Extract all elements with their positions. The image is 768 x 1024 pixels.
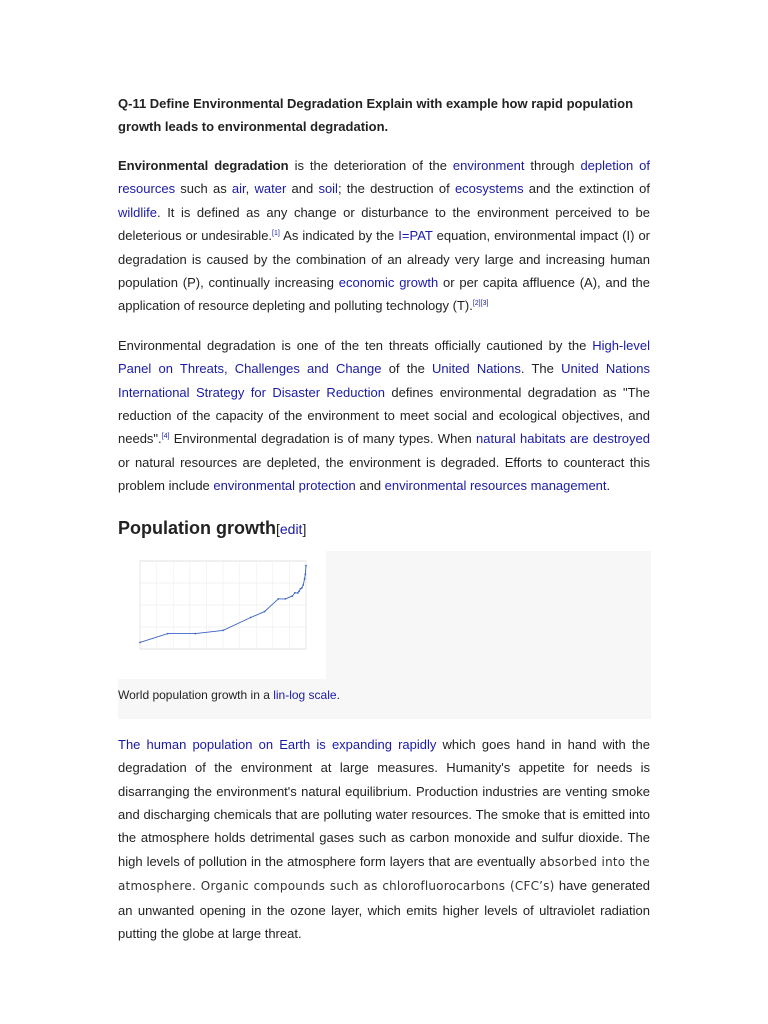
- data-point: [302, 584, 304, 586]
- link-environment[interactable]: environment: [452, 158, 525, 173]
- reference-2-3[interactable]: [2][3]: [472, 300, 489, 308]
- link-ipat[interactable]: I=PAT: [398, 228, 433, 244]
- link-economic-growth[interactable]: economic growth: [338, 275, 439, 291]
- reference-4[interactable]: [4]: [161, 433, 170, 441]
- text: through: [524, 158, 581, 173]
- data-point: [304, 578, 306, 580]
- data-point: [139, 641, 141, 643]
- data-point: [222, 629, 224, 631]
- text: Environmental degradation is of many types. When: [169, 431, 477, 447]
- text: absorbed into the atmosphere. Organic compounds such as chlorofluorocarbons (CFC’s): [118, 854, 651, 894]
- paragraph-human-population: [118, 733, 650, 946]
- data-point: [277, 598, 279, 600]
- link-united-nations[interactable]: United Nations: [432, 361, 521, 377]
- text: equation, environmental impact (I) or degradation is caused by the combination of an already very large and increasing human population (P), continually increasing: [118, 228, 651, 291]
- link-soil[interactable]: soil: [318, 181, 338, 197]
- text: Environmental degradation is one of the ten threats officially cautioned by the: [118, 337, 593, 353]
- text: defines environmental degradation as "The reduction of the capacity of the environment to meet social and ecological objectives, and needs".: [118, 384, 650, 447]
- section-heading-population-growth: [118, 516, 650, 541]
- data-point: [167, 632, 169, 634]
- data-point: [305, 565, 307, 567]
- section-title: Population growth: [118, 517, 276, 538]
- link-depletion-of-resources[interactable]: depletion of resources: [118, 158, 650, 197]
- link-wildlife[interactable]: wildlife: [118, 204, 158, 220]
- edit-section: [276, 521, 306, 537]
- edit-link[interactable]: edit: [279, 520, 303, 537]
- link-environmental-resources-management[interactable]: environmental resources management: [384, 478, 607, 494]
- data-point: [264, 610, 266, 612]
- link-water[interactable]: water: [254, 181, 287, 197]
- figure-population-chart: [118, 551, 651, 719]
- link-air[interactable]: air: [231, 181, 246, 197]
- text: or natural resources are depleted, the environment is degraded. Efforts to counteract this problem include: [118, 454, 650, 494]
- reference-1[interactable]: [1]: [272, 230, 280, 238]
- link-high-level-panel[interactable]: High-level Panel on Threats, Challenges and Change: [118, 337, 650, 377]
- text: and the extinction of: [523, 181, 650, 197]
- text: ,: [245, 181, 255, 197]
- data-point: [298, 590, 300, 592]
- text: is the deterioration of the: [288, 158, 453, 173]
- term-environmental-degradation: Environmental degradation: [118, 158, 289, 173]
- data-point: [297, 592, 299, 594]
- link-ecosystems[interactable]: ecosystems: [454, 181, 524, 197]
- link-human-population-expanding[interactable]: The human population on Earth is expanding rapidly: [118, 736, 437, 752]
- text: which goes hand in hand with the degradation of the environment at large measures. Humanity's appetite for needs is disarranging the environment's natural equilibrium. Production industries are venting smoke and discharging chemicals that are polluting water resources. The smoke that is emitted into the atmosphere holds detrimental gases such as carbon monoxide and sulfur dioxide. The high levels of pollution in the atmosphere form layers that are eventually: [118, 736, 650, 869]
- link-lin-log-scale[interactable]: lin-log scale: [273, 687, 337, 702]
- text: of the: [381, 361, 433, 377]
- caption-text: .: [336, 687, 340, 702]
- bracket: [: [275, 520, 280, 537]
- data-point: [301, 587, 303, 589]
- text: As indicated by the: [279, 228, 399, 244]
- data-point: [284, 598, 286, 600]
- data-point: [294, 592, 296, 594]
- text: such as: [175, 181, 232, 197]
- bracket: ]: [302, 520, 307, 537]
- caption-text: World population growth in a: [118, 687, 274, 702]
- population-chart: [118, 551, 326, 679]
- figure-caption: [118, 687, 340, 703]
- document-page: [118, 92, 650, 961]
- link-environmental-protection[interactable]: environmental protection: [213, 478, 356, 494]
- data-point: [194, 632, 196, 634]
- text: .: [606, 478, 611, 494]
- text: . It is defined as any change or disturbance to the environment perceived to be deleterious or undesirable.: [118, 204, 650, 244]
- text: and: [286, 181, 319, 197]
- link-unisdr[interactable]: United Nations International Strategy for Disaster Reduction: [118, 361, 650, 400]
- paragraph-un-threats: [118, 334, 650, 498]
- text: or per capita affluence (A), and the application of resource depleting and polluting technology (T).: [118, 275, 650, 314]
- paragraph-definition: [118, 154, 650, 318]
- text: and: [355, 478, 385, 494]
- text: . The: [520, 361, 562, 377]
- data-point: [291, 595, 293, 597]
- text: ; the destruction of: [337, 181, 455, 197]
- data-point: [250, 616, 252, 618]
- text: have generated an unwanted opening in the ozone layer, which emits higher levels of ultraviolet radiation putting the globe at large threat.: [118, 878, 650, 941]
- data-point: [304, 573, 306, 575]
- chart-thumbnail[interactable]: [118, 551, 326, 679]
- question-heading: Q-11 Define Environmental Degradation Explain with example how rapid population growth leads to environmental degradation.: [118, 96, 634, 134]
- link-natural-habitats-destroyed[interactable]: natural habitats are destroyed: [476, 431, 650, 447]
